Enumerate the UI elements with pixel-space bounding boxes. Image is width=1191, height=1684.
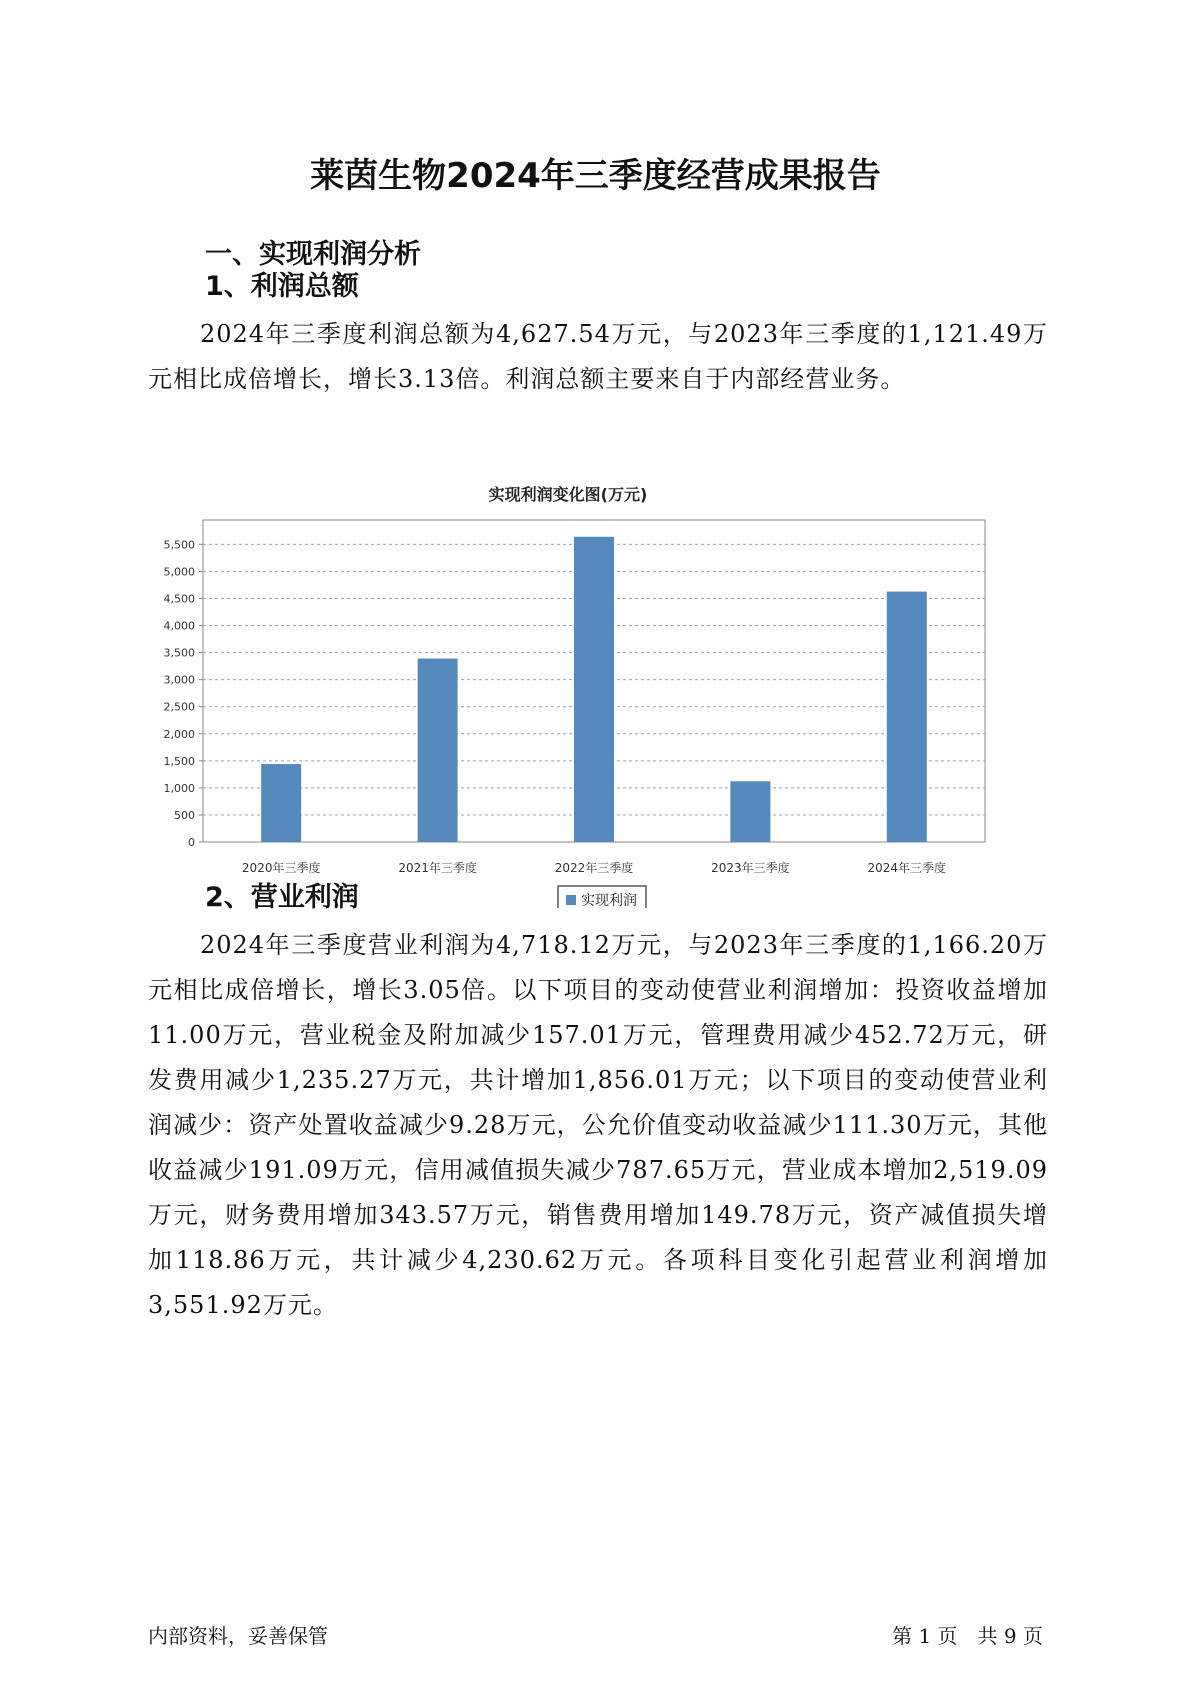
x-tick-label: 2022年三季度 <box>554 861 634 875</box>
subheading-operating-profit: 2、营业利润 <box>205 882 359 913</box>
legend-swatch <box>566 895 576 905</box>
y-tick-label: 3,000 <box>163 673 195 687</box>
legend-label: 实现利润 <box>581 893 637 908</box>
y-tick-label: 3,500 <box>163 646 195 660</box>
x-tick-label: 2024年三季度 <box>867 861 947 875</box>
subheading-total-profit: 1、利润总额 <box>205 271 359 302</box>
y-tick-labels <box>164 538 204 849</box>
bar-1 <box>261 764 301 842</box>
section-heading-profit-analysis: 一、实现利润分析 <box>205 239 421 270</box>
profit-chart-svg <box>148 458 1043 908</box>
chart-legend <box>558 886 646 908</box>
footer-confidential-note: 内部资料，妥善保管 <box>148 1624 328 1648</box>
y-tick-label: 4,000 <box>163 619 195 633</box>
x-tick-labels <box>242 860 946 875</box>
y-tick-label: 0 <box>188 836 195 849</box>
report-title: 莱茵生物2024年三季度经营成果报告 <box>310 156 881 196</box>
y-tick-label: 1,500 <box>163 754 195 768</box>
bar-5 <box>887 592 927 842</box>
y-tick-label: 2,500 <box>163 700 195 714</box>
bar-2 <box>418 659 458 842</box>
y-tick-label: 5,500 <box>163 538 195 552</box>
chart-title: 实现利润变化图(万元) <box>488 485 648 504</box>
bar-4 <box>730 781 770 842</box>
x-tick-label: 2023年三季度 <box>711 861 790 875</box>
y-tick-label: 500 <box>174 808 195 822</box>
bar-3 <box>574 537 614 842</box>
x-tick-label: 2021年三季度 <box>398 861 477 875</box>
operating-profit-paragraph: 2024年三季度营业利润为4,718.12万元，与2023年三季度的1,166.20万元相比成倍增长，增长3.05倍。以下项目的变动使营业利润增加：投资收益增加11.00万元，营业税金及附加减少157.01万元，管理费用减少452.72万元，研发费用减少1,235.27万元，共计增加1,856.01万元；以下项目的变动使营业利润减少：资产处置收益减少9.28万元，公允价值变动收益减少111.30万元，其他收益减少191.09万元，信用减值损失减少787.65万元，营业成本增加2,519.09万元，财务费用增加343.57万元，销售费用增加149.78万元，资产减值损失增加118.86万元，共计减少4,230.62万元。各项科目变化引起营业利润增加3,551.92万元。 <box>148 931 1048 1319</box>
footer-page-number: 第 1 页 共 9 页 <box>892 1624 1043 1648</box>
total-profit-paragraph: 2024年三季度利润总额为4,627.54万元，与2023年三季度的1,121.49万元相比成倍增长，增长3.13倍。利润总额主要来自于内部经营业务。 <box>148 320 1048 393</box>
y-tick-label: 4,500 <box>163 592 195 606</box>
y-tick-label: 1,000 <box>163 781 195 795</box>
y-tick-label: 2,000 <box>163 727 195 741</box>
y-tick-label: 5,000 <box>163 565 195 579</box>
x-tick-label: 2020年三季度 <box>241 861 321 875</box>
profit-chart <box>148 458 1043 908</box>
